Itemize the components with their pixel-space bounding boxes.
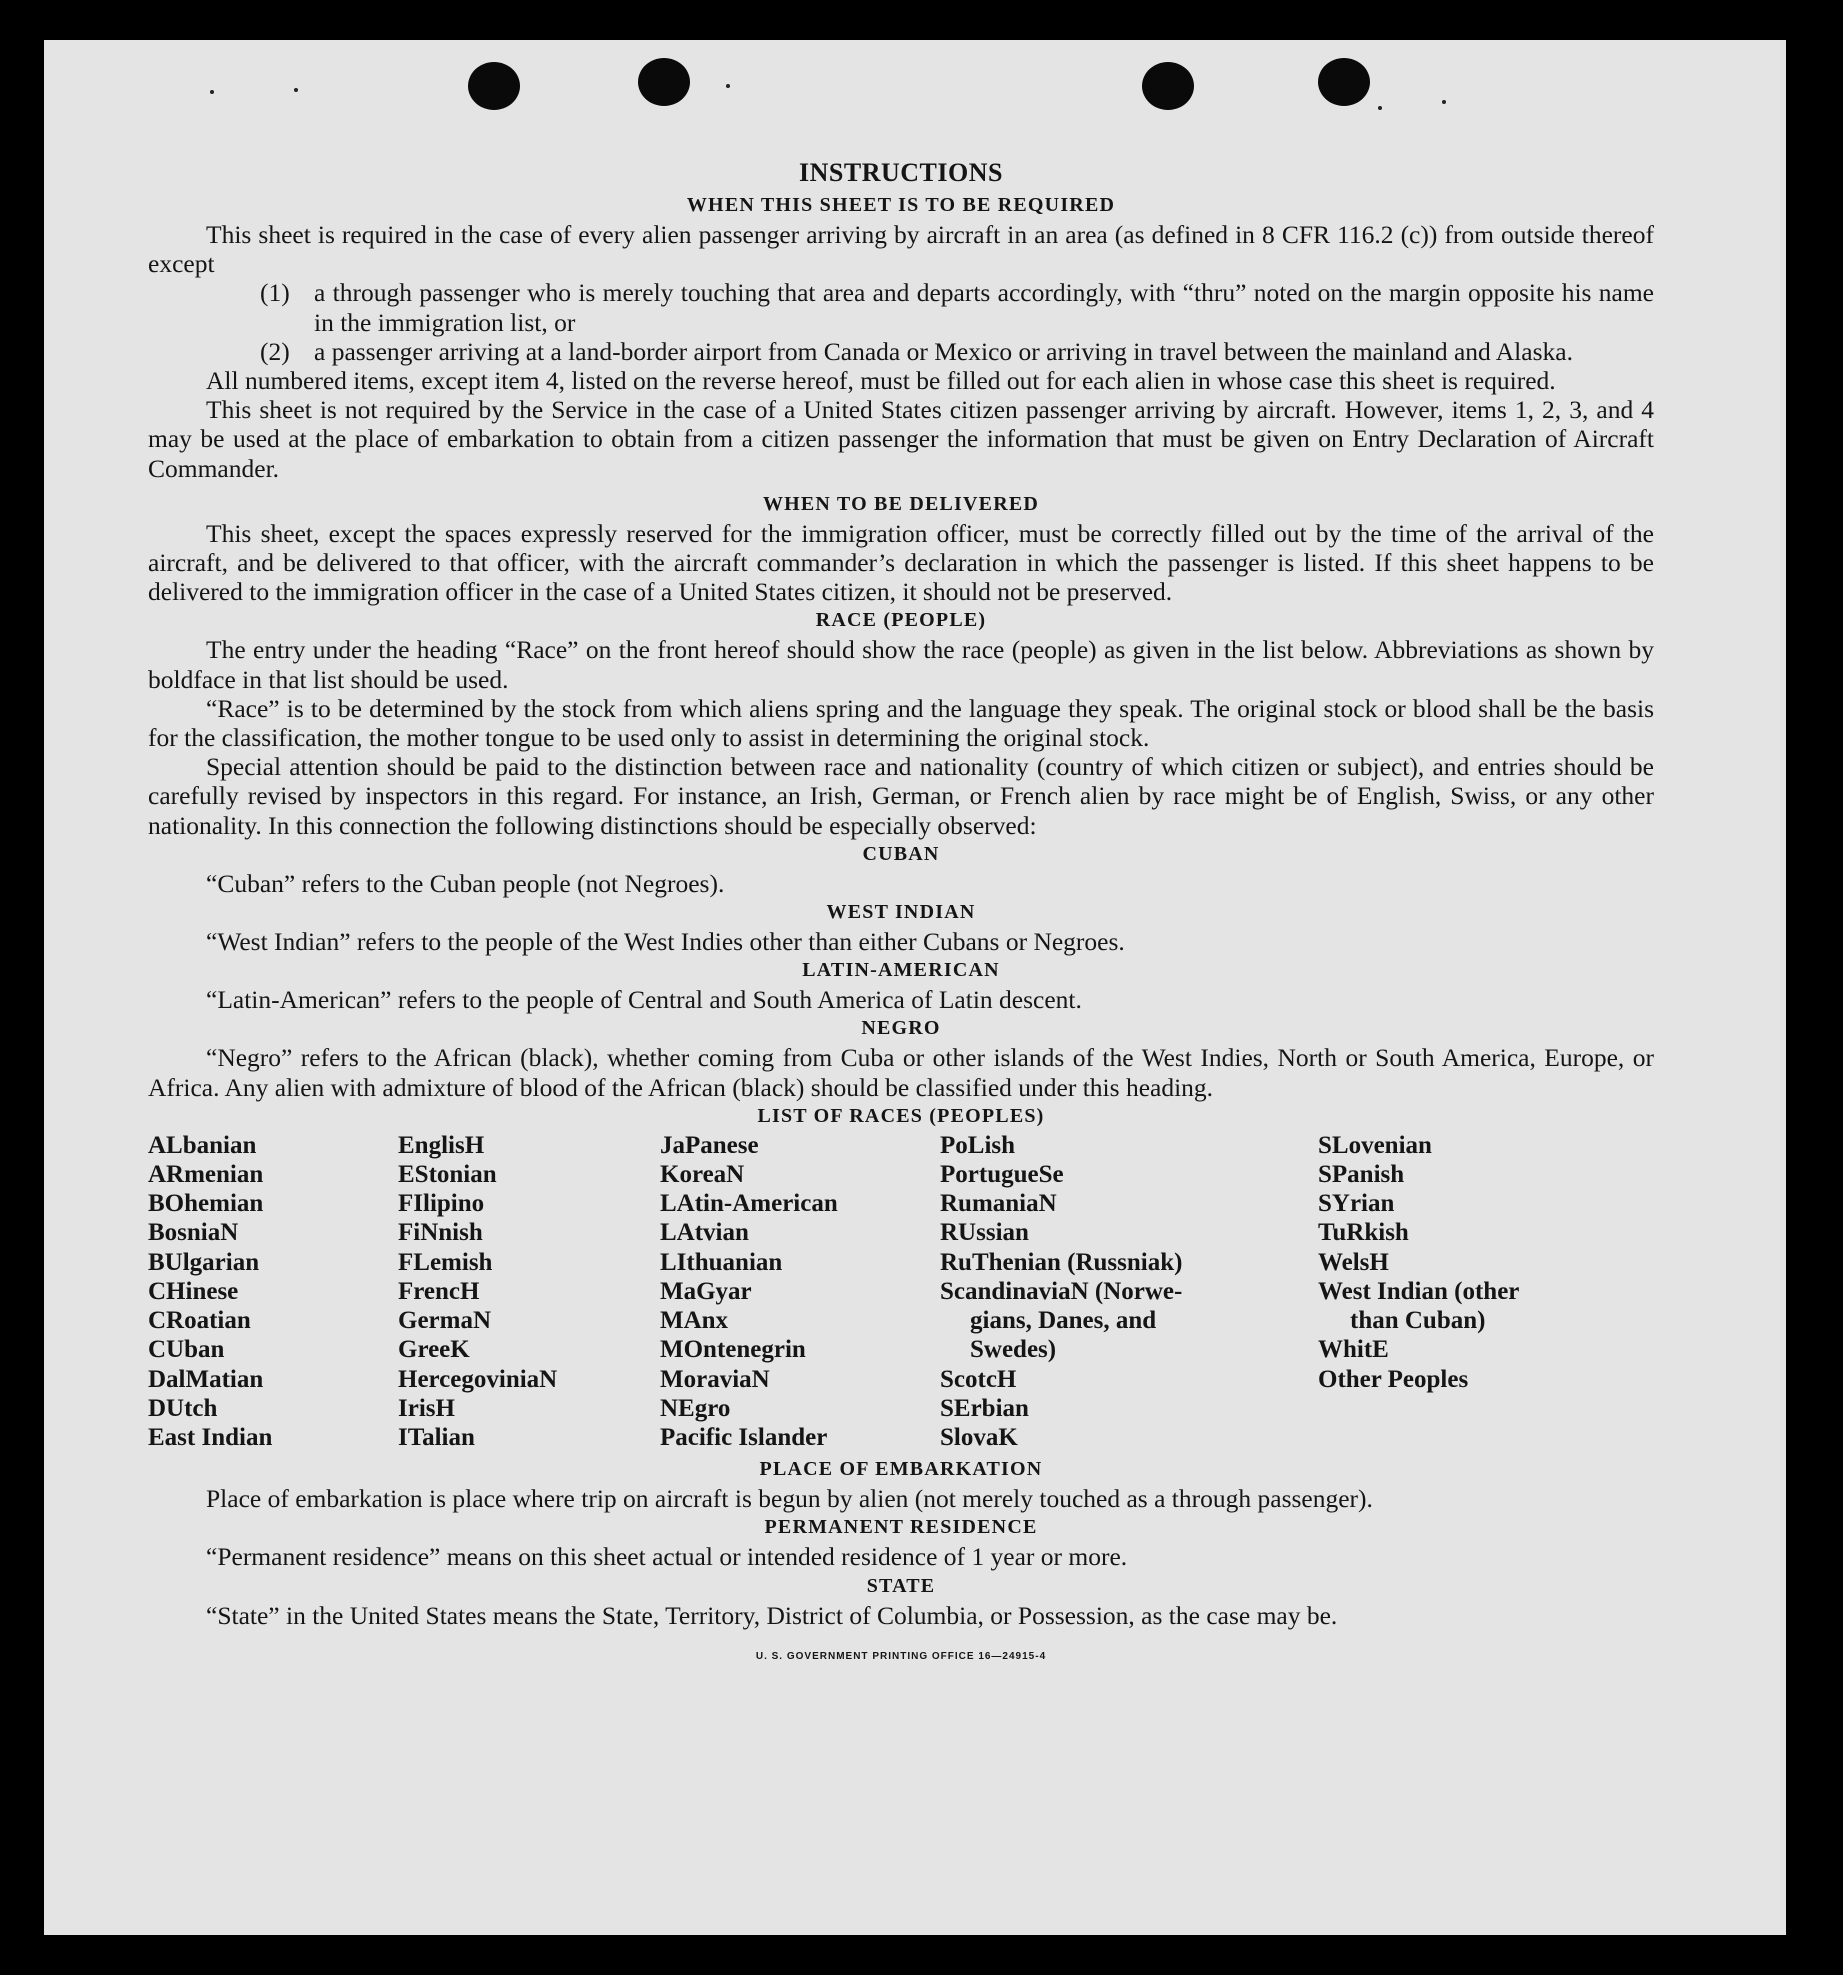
numbered-item	[148, 337, 1654, 366]
printer-imprint: U. S. GOVERNMENT PRINTING OFFICE 16—24915-4	[755, 1650, 1047, 1662]
race-item: SLovenian	[1318, 1131, 1432, 1159]
paragraph: “Latin-American” refers to the people of Central and South America of Latin descent.	[206, 985, 1082, 1015]
race-item: FLemish	[398, 1248, 493, 1276]
item-text: a passenger arriving at a land-border airport from Canada or Mexico or arriving in travel between the mainland and Alaska.	[314, 336, 1573, 366]
race-item: BOhemian	[148, 1190, 264, 1218]
race-item: NEgro	[660, 1394, 731, 1422]
race-item: TuRkish	[1318, 1219, 1409, 1247]
race-item: HercegoviniaN	[398, 1365, 558, 1393]
speck	[726, 84, 730, 88]
race-item: FiNnish	[398, 1219, 483, 1247]
speck	[1378, 106, 1382, 110]
races-column	[1318, 1131, 1618, 1452]
race-item: Swedes)	[970, 1336, 1057, 1364]
race-item: JaPanese	[660, 1131, 759, 1159]
instructions-content	[148, 158, 1654, 1671]
race-item: CRoatian	[148, 1307, 251, 1335]
race-item: SPanish	[1318, 1161, 1405, 1189]
race-item: MAnx	[660, 1307, 729, 1335]
race-item: KoreaN	[660, 1161, 745, 1189]
paragraph: “Negro” refers to the African (black), whether coming from Cuba or other islands of the West Indies, North or South America, Europe, or Africa. Any alien with admixture of blood of the African (black) should be classified under this heading.	[148, 1043, 1654, 1102]
race-item: RuThenian (Russniak)	[940, 1248, 1183, 1276]
punch-hole	[1318, 58, 1370, 106]
races-column	[940, 1131, 1318, 1452]
race-item: Other Peoples	[1318, 1365, 1469, 1393]
race-item: BUlgarian	[148, 1248, 260, 1276]
race-item: ITalian	[398, 1423, 475, 1451]
race-item: PortugueSe	[940, 1161, 1064, 1189]
heading-state: STATE	[866, 1574, 936, 1597]
race-item: EnglisH	[398, 1131, 485, 1159]
heading-list-of-races: LIST OF RACES (PEOPLES)	[757, 1104, 1045, 1127]
race-item: ScotcH	[940, 1365, 1017, 1393]
race-item: SErbian	[940, 1394, 1029, 1422]
race-item: CUban	[148, 1336, 225, 1364]
race-item: West Indian (other	[1318, 1277, 1520, 1305]
page-title: INSTRUCTIONS	[799, 158, 1003, 187]
race-item: MaGyar	[660, 1277, 752, 1305]
paragraph: “Permanent residence” means on this sheet actual or intended residence of 1 year or more.	[206, 1542, 1128, 1572]
race-item: RUssian	[940, 1219, 1029, 1247]
race-item: WhitE	[1318, 1336, 1389, 1364]
item-text: a through passenger who is merely touching that area and departs accordingly, with “thru” noted on the margin opposite his name in the immigration list, or	[314, 278, 1654, 337]
race-item: ARmenian	[148, 1161, 264, 1189]
punch-hole	[1142, 62, 1194, 110]
race-item: East Indian	[148, 1423, 273, 1451]
paragraph: This sheet is not required by the Service in the case of a United States citizen passenger arriving by aircraft. However, items 1, 2, 3, and 4 may be used at the place of embarkation to obtain from a citizen passenger the information that must be given on Entry Declaration of Aircraft Commander.	[148, 395, 1654, 483]
punch-hole	[638, 58, 690, 106]
heading-latin-american: LATIN-AMERICAN	[802, 959, 1000, 982]
heading-when-delivered: WHEN TO BE DELIVERED	[762, 492, 1040, 515]
item-number: (2)	[260, 336, 290, 366]
heading-permanent-residence: PERMANENT RESIDENCE	[764, 1516, 1038, 1539]
races-list	[148, 1131, 1654, 1452]
race-item: ALbanian	[148, 1131, 257, 1159]
paragraph: “West Indian” refers to the people of the West Indies other than either Cubans or Negroes.	[206, 927, 1125, 957]
race-item: CHinese	[148, 1277, 239, 1305]
race-item: EStonian	[398, 1161, 497, 1189]
race-item: FrencH	[398, 1277, 480, 1305]
race-item: GreeK	[398, 1336, 470, 1364]
race-item: MOntenegrin	[660, 1336, 806, 1364]
paragraph: This sheet is required in the case of every alien passenger arriving by aircraft in an area (as defined in 8 CFR 116.2 (c)) from outside thereof except	[148, 220, 1654, 279]
race-item: gians, Danes, and	[970, 1307, 1157, 1335]
heading-when-required: WHEN THIS SHEET IS TO BE REQUIRED	[686, 194, 1116, 216]
paragraph: All numbered items, except item 4, listed on the reverse hereof, must be filled out for each alien in whose case this sheet is required.	[206, 366, 1556, 396]
heading-west-indian: WEST INDIAN	[826, 901, 976, 924]
speck	[1442, 100, 1446, 104]
document-sheet	[44, 40, 1786, 1935]
heading-race: RACE (PEOPLE)	[815, 609, 987, 632]
heading-place-of-embarkation: PLACE OF EMBARKATION	[759, 1458, 1043, 1481]
race-item: DalMatian	[148, 1365, 264, 1393]
race-item: IrisH	[398, 1394, 455, 1422]
speck	[210, 90, 214, 94]
item-number: (1)	[260, 278, 290, 308]
paragraph: The entry under the heading “Race” on the front hereof should show the race (people) as given in the list below. Abbreviations as shown by boldface in that list should be used.	[148, 635, 1654, 694]
paragraph: Special attention should be paid to the distinction between race and nationality (country of which citizen or subject), and entries should be carefully revised by inspectors in this regard. For instance, an Irish, German, or French alien by race might be of English, Swiss, or any other nationality. In this connection the following distinctions should be especially observed:	[148, 752, 1654, 840]
paragraph: “State” in the United States means the State, Territory, District of Columbia, or Possession, as the case may be.	[206, 1600, 1338, 1630]
race-item: LIthuanian	[660, 1248, 783, 1276]
races-column	[148, 1131, 398, 1452]
race-item: WelsH	[1318, 1248, 1389, 1276]
race-item: MoraviaN	[660, 1365, 770, 1393]
numbered-item	[148, 278, 1654, 336]
paragraph: This sheet, except the spaces expressly reserved for the immigration officer, must be correctly filled out by the time of the arrival of the aircraft, and be delivered to that officer, with the aircraft commander’s declaration in which the passenger is listed. If this sheet happens to be delivered to the immigration officer in the case of a United States citizen, it should not be preserved.	[148, 518, 1654, 607]
race-item: Pacific Islander	[660, 1423, 828, 1451]
race-item: LAtin-American	[660, 1190, 838, 1218]
heading-cuban: CUBAN	[862, 842, 940, 865]
race-item: SYrian	[1318, 1190, 1395, 1218]
paragraph: “Race” is to be determined by the stock from which aliens spring and the language they speak. The original stock or blood shall be the basis for the classification, the mother tongue to be used only to assist in determining the original stock.	[148, 693, 1654, 753]
race-item: DUtch	[148, 1394, 218, 1422]
race-item: PoLish	[940, 1131, 1016, 1159]
heading-negro: NEGRO	[861, 1017, 941, 1040]
paragraph: Place of embarkation is place where trip on aircraft is begun by alien (not merely touched as a through passenger).	[206, 1484, 1373, 1514]
race-item: SlovaK	[940, 1423, 1018, 1451]
punch-hole	[468, 62, 520, 110]
race-item: FIlipino	[398, 1190, 485, 1218]
races-column	[398, 1131, 660, 1452]
race-item: GermaN	[398, 1307, 492, 1335]
race-item: than Cuban)	[1350, 1307, 1486, 1335]
race-item: RumaniaN	[940, 1190, 1057, 1218]
speck	[294, 88, 298, 92]
race-item: LAtvian	[660, 1219, 749, 1247]
race-item: ScandinaviaN (Norwe-	[940, 1277, 1183, 1305]
race-item: BosniaN	[148, 1219, 239, 1247]
paragraph: “Cuban” refers to the Cuban people (not Negroes).	[206, 868, 725, 898]
races-column	[660, 1131, 940, 1452]
